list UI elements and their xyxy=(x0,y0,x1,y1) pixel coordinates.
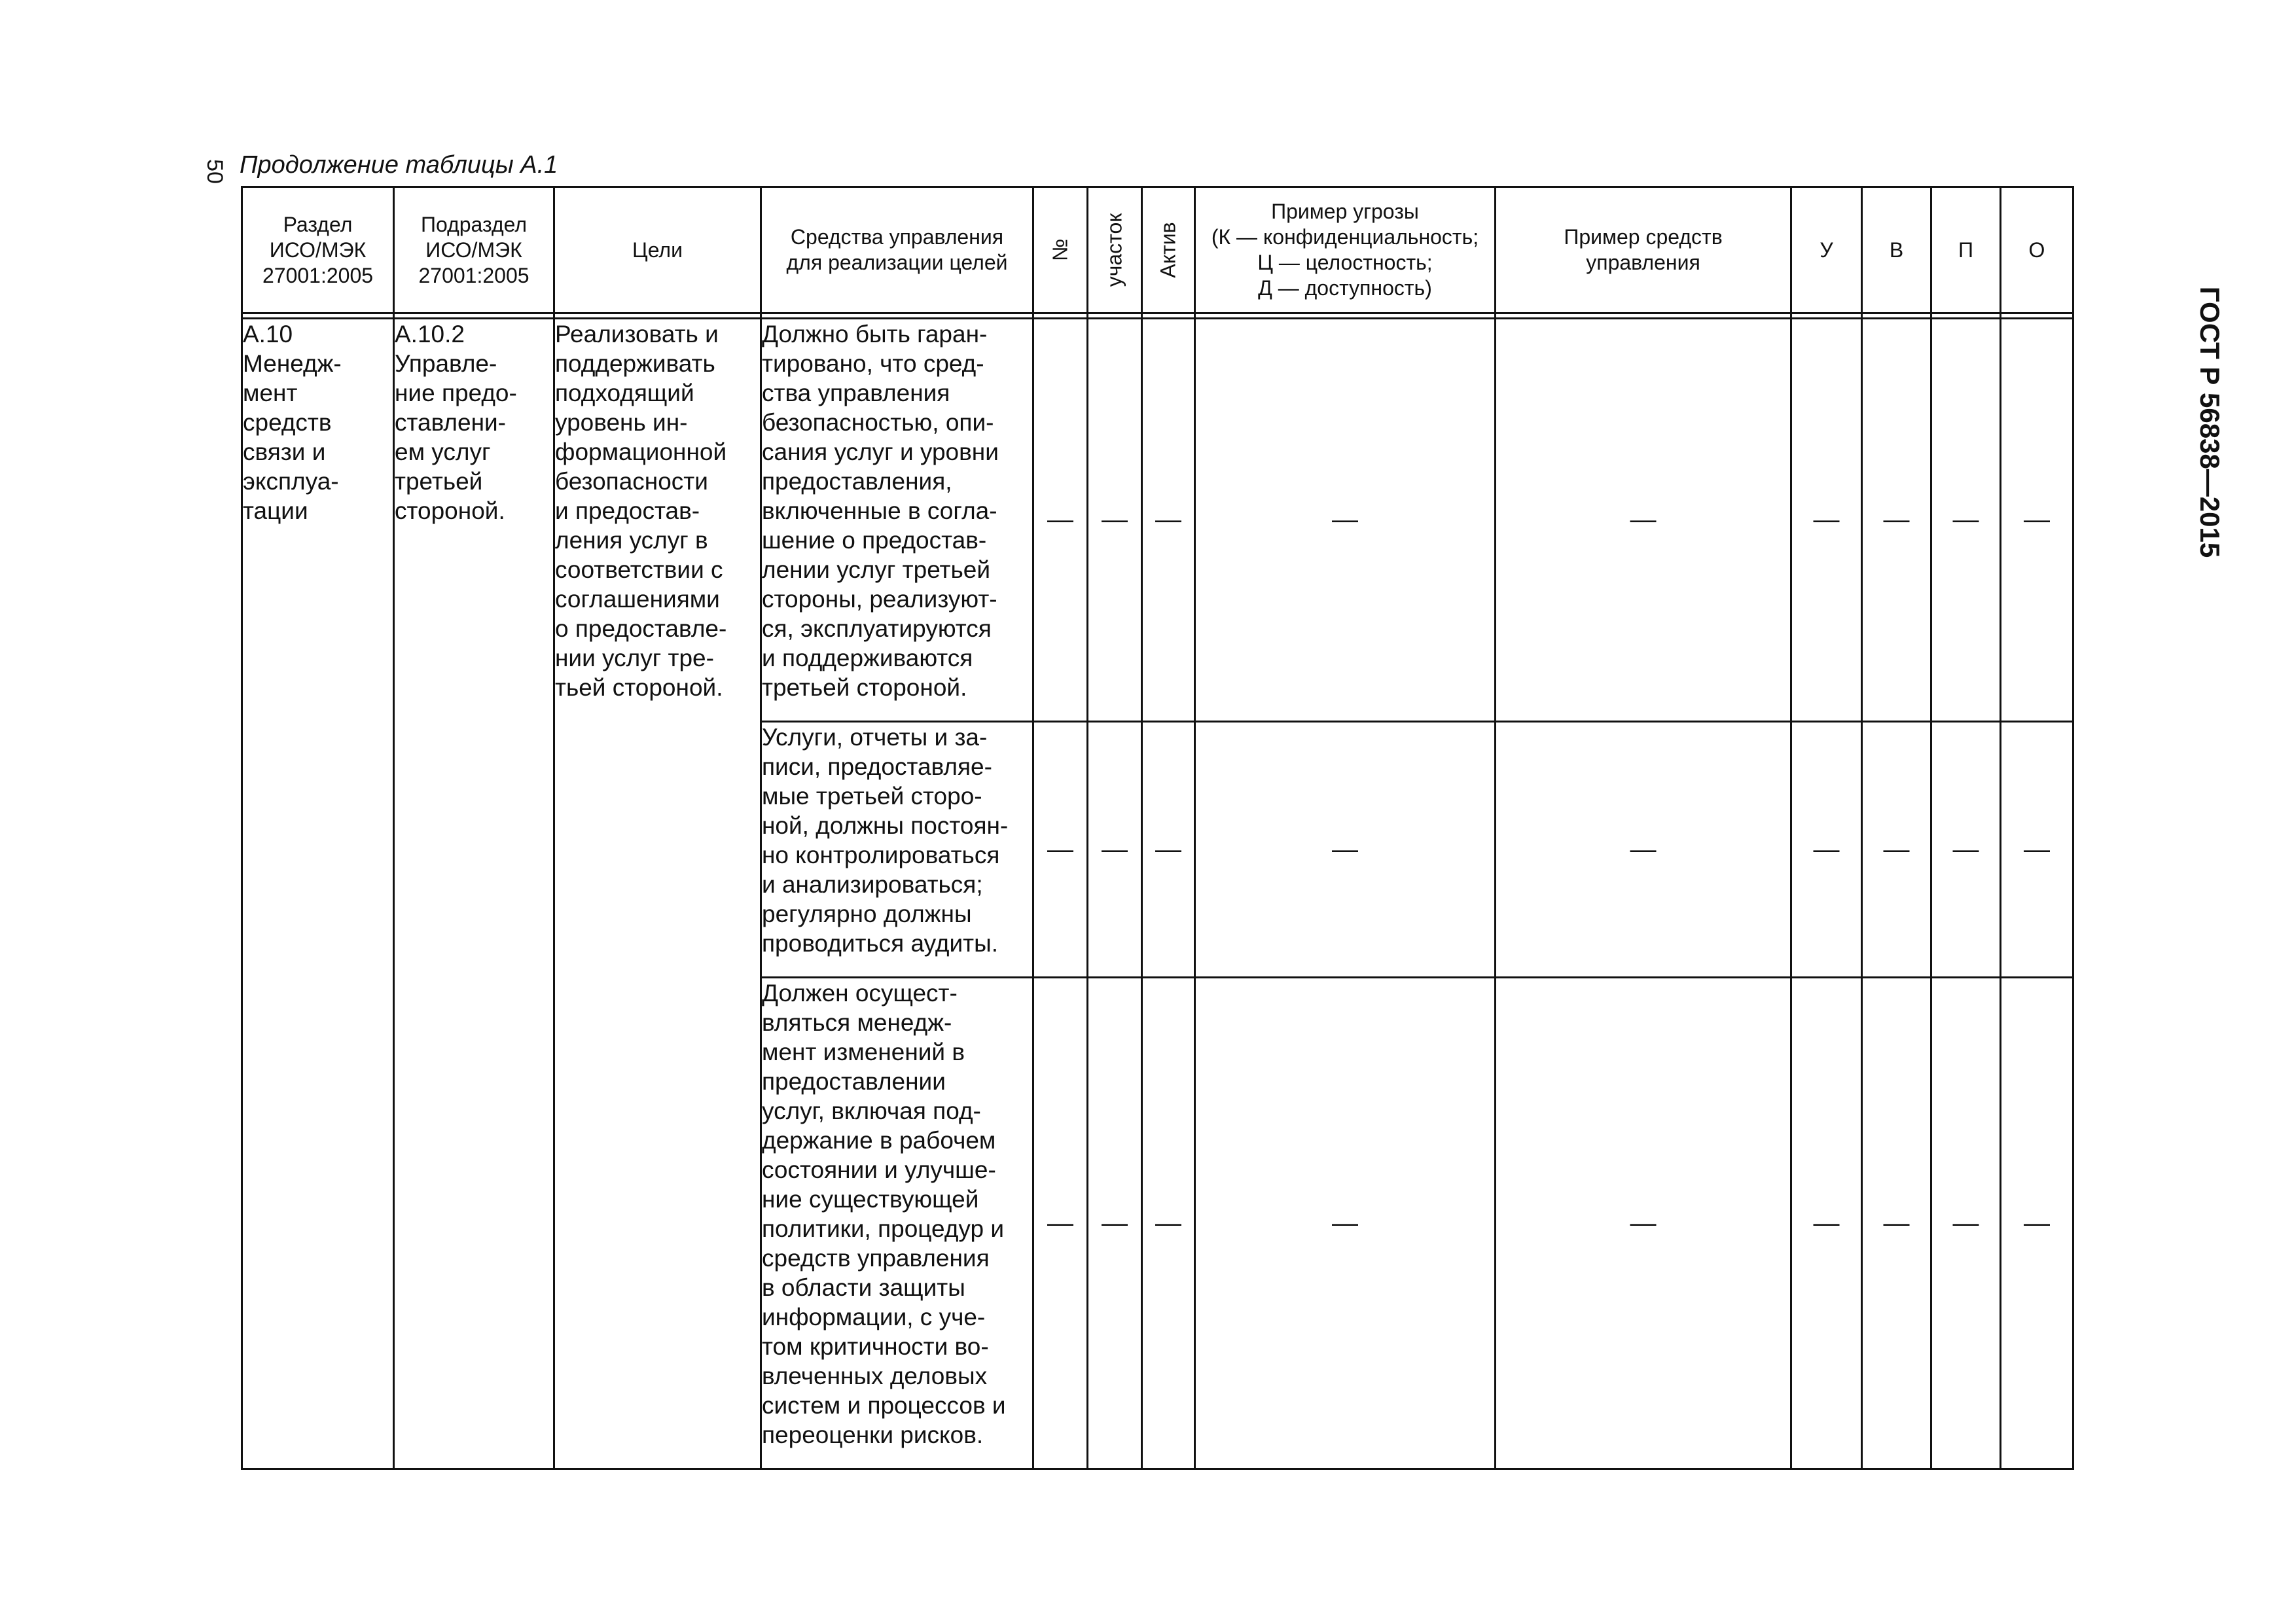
o-cell: — xyxy=(2001,978,2073,1469)
example-controls-cell: — xyxy=(1496,722,1791,978)
table-caption: Продолжение таблицы А.1 xyxy=(240,151,558,179)
number-cell: — xyxy=(1033,978,1088,1469)
page-number: 50 xyxy=(202,159,227,184)
header-goals: Цели xyxy=(554,187,761,313)
header-gap-row xyxy=(242,313,2073,319)
threat-cell: — xyxy=(1195,722,1496,978)
v-cell: — xyxy=(1862,722,1931,978)
header-u: У xyxy=(1791,187,1862,313)
threat-cell: — xyxy=(1195,319,1496,722)
p-cell: — xyxy=(1931,978,2001,1469)
u-cell: — xyxy=(1791,319,1862,722)
header-asset: Актив xyxy=(1142,187,1195,313)
asset-cell: — xyxy=(1142,978,1195,1469)
asset-cell: — xyxy=(1142,319,1195,722)
header-section: Раздел ИСО/МЭК 27001:2005 xyxy=(242,187,394,313)
section-cell: А.10 Менедж- мент средств связи и эксплуа- тации xyxy=(242,319,394,1469)
v-cell: — xyxy=(1862,319,1931,722)
example-controls-cell: — xyxy=(1496,978,1791,1469)
control-cell: Должно быть гаран- тировано, что сред- ства управления безопасностью, опи- сания услуг и уровни предоставления, включенные в согла- шение о предостав- лении услуг третьей стороны, реализуют- ся, эксплуатируются и поддерживаются третьей стороной. xyxy=(761,319,1033,722)
p-cell: — xyxy=(1931,722,2001,978)
table-header-row xyxy=(242,187,2073,313)
header-threat: Пример угрозы (К — конфиденциальность; Ц — целостность; Д — доступность) xyxy=(1195,187,1496,313)
requirements-table xyxy=(241,186,2074,1470)
threat-cell: — xyxy=(1195,978,1496,1469)
v-cell: — xyxy=(1862,978,1931,1469)
header-example-controls: Пример средств управления xyxy=(1496,187,1791,313)
header-area: участок xyxy=(1088,187,1142,313)
area-cell: — xyxy=(1088,722,1142,978)
example-controls-cell: — xyxy=(1496,319,1791,722)
number-cell: — xyxy=(1033,722,1088,978)
subsection-cell: А.10.2 Управле- ние предо- ставлени- ем услуг третьей стороной. xyxy=(394,319,554,1469)
header-p: П xyxy=(1931,187,2001,313)
area-cell: — xyxy=(1088,319,1142,722)
p-cell: — xyxy=(1931,319,2001,722)
number-cell: — xyxy=(1033,319,1088,722)
u-cell: — xyxy=(1791,978,1862,1469)
asset-cell: — xyxy=(1142,722,1195,978)
o-cell: — xyxy=(2001,722,2073,978)
standard-title: ГОСТ Р 56838—2015 xyxy=(2195,286,2225,558)
goals-cell: Реализовать и поддерживать подходящий уровень ин- формационной безопасности и предостав- ления услуг в соответствии с соглашениями о предоставле- нии услуг тре- тьей стороной. xyxy=(554,319,761,1469)
table-row xyxy=(242,319,2073,722)
u-cell: — xyxy=(1791,722,1862,978)
header-controls: Средства управления для реализации целей xyxy=(761,187,1033,313)
header-v: В xyxy=(1862,187,1931,313)
area-cell: — xyxy=(1088,978,1142,1469)
control-cell: Услуги, отчеты и за- писи, предоставляе- мые третьей сторо- ной, должны постоян- но контролироваться и анализироваться; регулярно должны проводиться аудиты. xyxy=(761,722,1033,978)
header-subsection: Подраздел ИСО/МЭК 27001:2005 xyxy=(394,187,554,313)
header-number: № xyxy=(1033,187,1088,313)
control-cell: Должен осущест- вляться менедж- мент изменений в предоставлении услуг, включая под- держание в рабочем состоянии и улучше- ние существующей политики, процедур и средств управления в области защиты информации, с уче- том критичности во- влеченных деловых систем и процессов и переоценки рисков. xyxy=(761,978,1033,1469)
header-o: О xyxy=(2001,187,2073,313)
o-cell: — xyxy=(2001,319,2073,722)
